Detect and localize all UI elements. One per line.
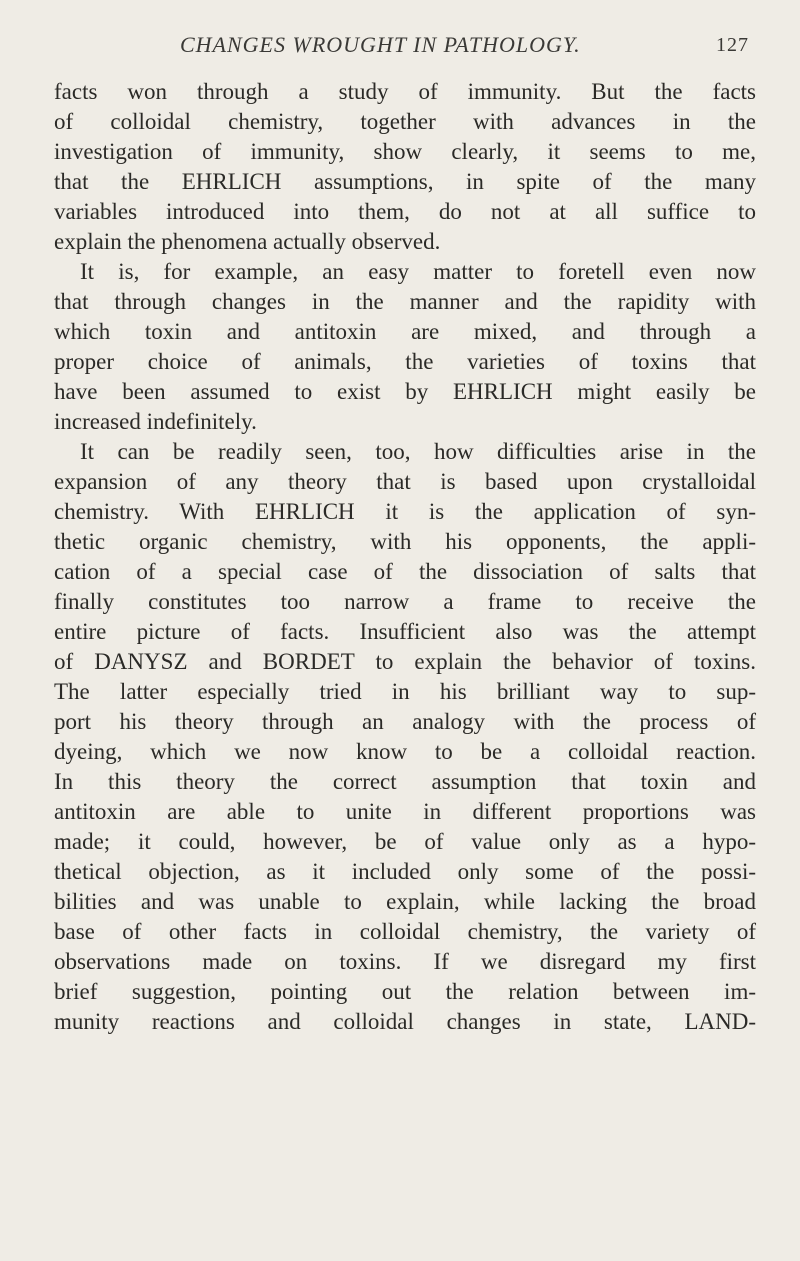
text-line: increased indefinitely. xyxy=(54,409,257,434)
text-line: facts won through a study of immunity. But the facts xyxy=(54,79,756,104)
text-line: of DANYSZ and BORDET to explain the behavior of toxins. xyxy=(54,649,756,674)
text-line: It is, for example, an easy matter to foretell even now xyxy=(80,259,756,284)
text-line: antitoxin are able to unite in different proportions was xyxy=(54,799,756,824)
text-line: In this theory the correct assumption that toxin and xyxy=(54,769,756,794)
text-line: thetic organic chemistry, with his opponents, the appli- xyxy=(54,529,756,554)
text-line: have been assumed to exist by EHRLICH might easily be xyxy=(54,379,756,404)
text-line: chemistry. With EHRLICH it is the application of syn- xyxy=(54,499,756,524)
page-number: 127 xyxy=(716,34,749,56)
text-line: of colloidal chemistry, together with advances in the xyxy=(54,109,756,134)
text-line: The latter especially tried in his brilliant way to sup- xyxy=(54,679,756,704)
text-line: variables introduced into them, do not at all suffice to xyxy=(54,199,756,224)
text-line: It can be readily seen, too, how difficulties arise in the xyxy=(80,439,756,464)
text-line: that the EHRLICH assumptions, in spite of the many xyxy=(54,169,756,194)
text-line: expansion of any theory that is based upon crystalloidal xyxy=(54,469,756,494)
body-text xyxy=(54,77,756,1037)
text-line: port his theory through an analogy with the process of xyxy=(54,709,756,734)
text-line: investigation of immunity, show clearly, it seems to me, xyxy=(54,139,756,164)
text-line: entire picture of facts. Insufficient also was the attempt xyxy=(54,619,756,644)
running-head: CHANGES WROUGHT IN PATHOLOGY. xyxy=(180,32,581,57)
text-line: cation of a special case of the dissociation of salts that xyxy=(54,559,756,584)
text-line: munity reactions and colloidal changes in state, LAND- xyxy=(54,1009,756,1034)
text-line: which toxin and antitoxin are mixed, and through a xyxy=(54,319,756,344)
text-line: bilities and was unable to explain, while lacking the broad xyxy=(54,889,756,914)
text-line: proper choice of animals, the varieties of toxins that xyxy=(54,349,756,374)
text-line: made; it could, however, be of value only as a hypo- xyxy=(54,829,756,854)
text-line: observations made on toxins. If we disregard my first xyxy=(54,949,756,974)
text-line: thetical objection, as it included only some of the possi- xyxy=(54,859,756,884)
text-line: brief suggestion, pointing out the relation between im- xyxy=(54,979,756,1004)
text-line: finally constitutes too narrow a frame to receive the xyxy=(54,589,756,614)
text-line: dyeing, which we now know to be a colloidal reaction. xyxy=(54,739,756,764)
text-line: explain the phenomena actually observed. xyxy=(54,229,441,254)
text-line: that through changes in the manner and the rapidity with xyxy=(54,289,756,314)
text-line: base of other facts in colloidal chemistry, the variety of xyxy=(54,919,756,944)
